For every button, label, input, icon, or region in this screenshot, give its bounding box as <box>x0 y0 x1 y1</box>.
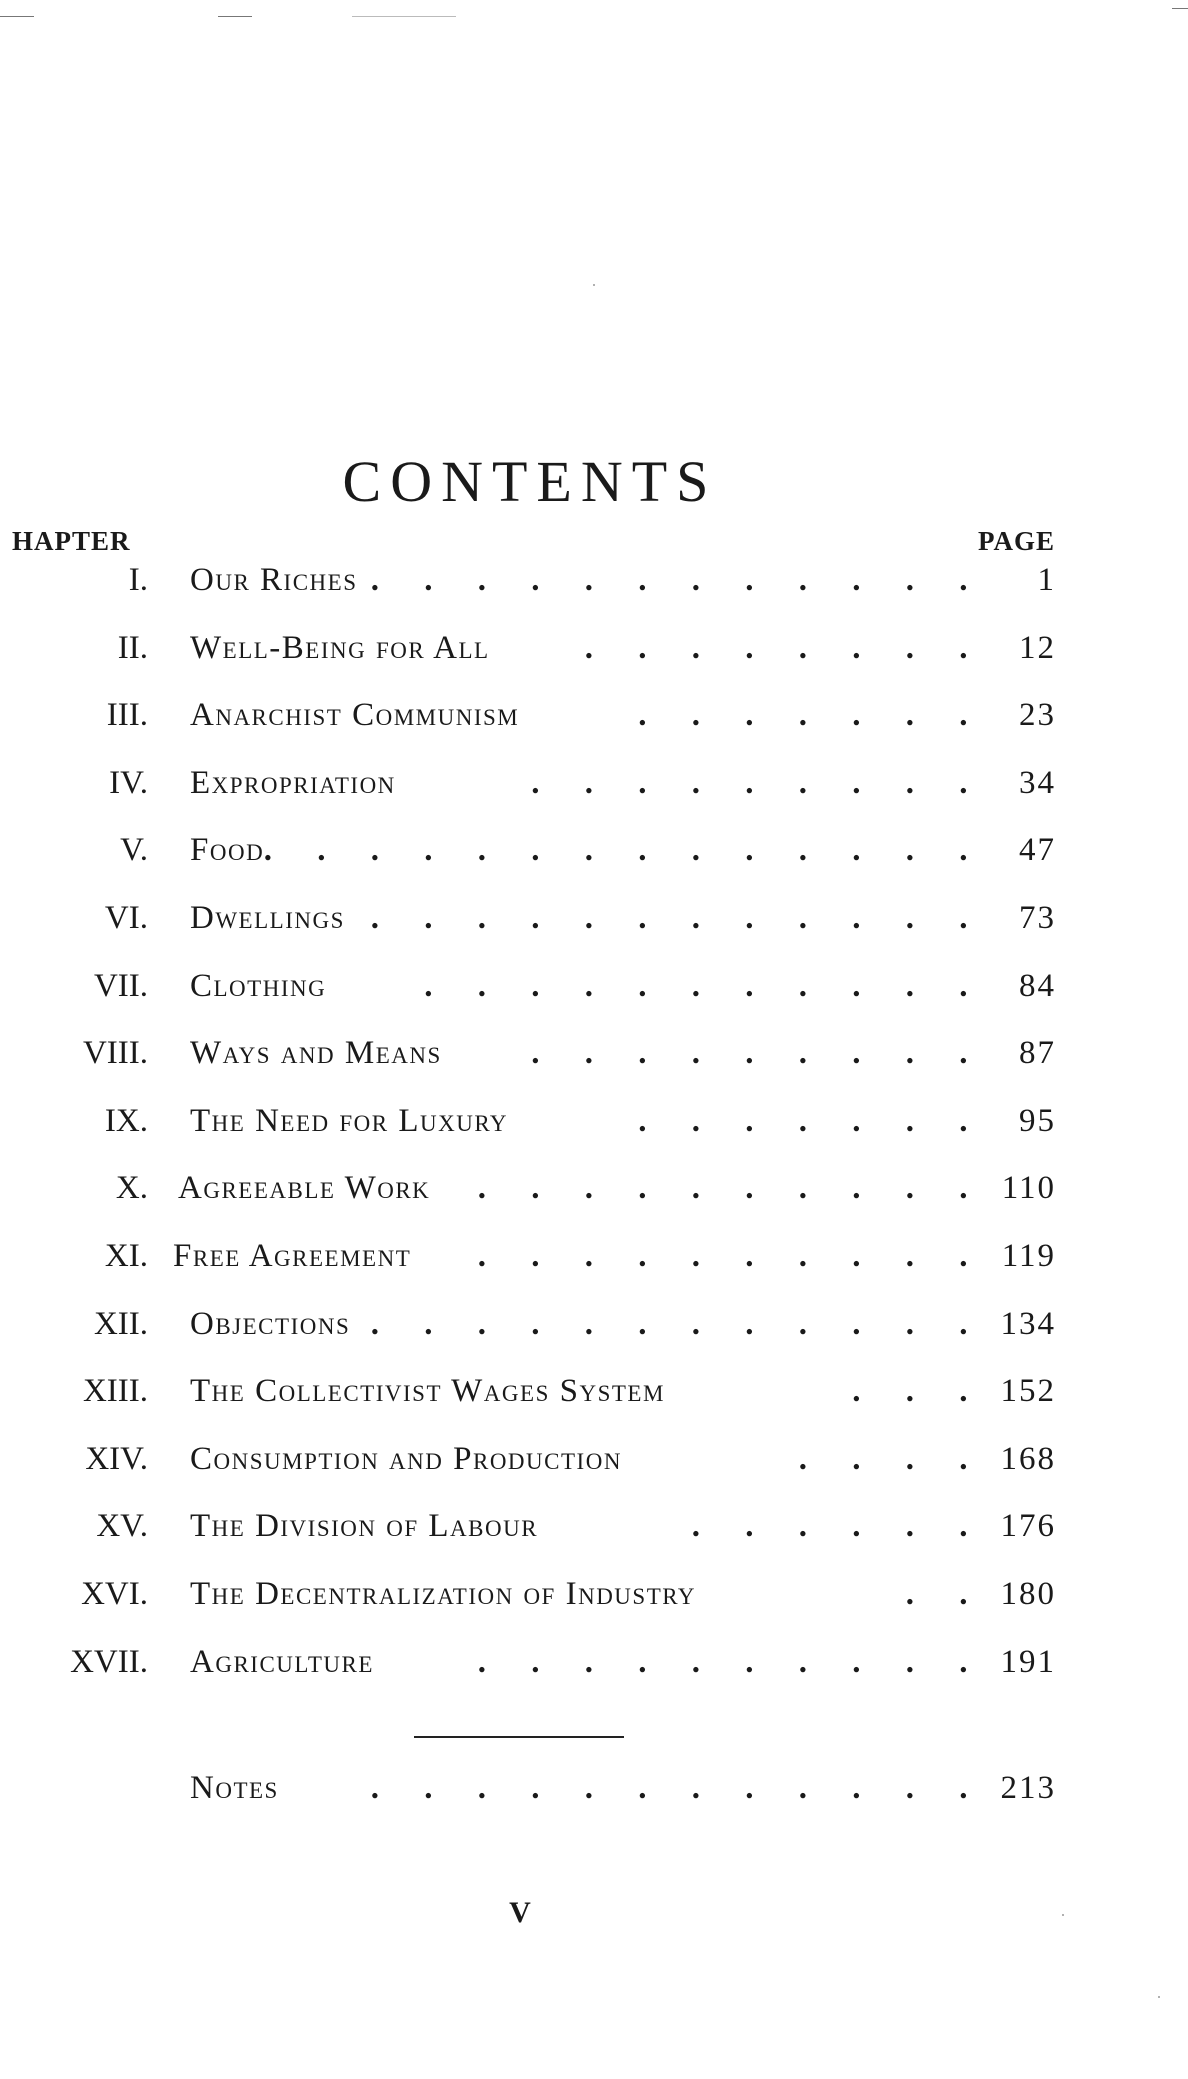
section-divider <box>414 1736 624 1738</box>
chapter-numeral: V. <box>120 832 148 869</box>
dot-leader: . . . . . . . . . . . . <box>370 1770 986 1806</box>
chapter-title: The Need for Luxury <box>190 1102 509 1139</box>
chapter-page: 95 <box>1019 1102 1056 1139</box>
chapter-title: Objections <box>190 1305 351 1342</box>
chapter-title: Agriculture <box>190 1643 374 1680</box>
toc-row <box>0 968 1188 1024</box>
chapter-title: Agreeable Work <box>178 1170 431 1207</box>
dot-leader: . . . . . . . . . . <box>477 1170 986 1207</box>
chapter-page: 47 <box>1019 832 1056 869</box>
toc-row <box>0 900 1188 956</box>
chapter-title: Consumption and Production <box>190 1440 622 1477</box>
chapter-title: Expropriation <box>190 764 396 801</box>
toc-notes-row <box>0 1770 1188 1826</box>
toc-row <box>0 1441 1188 1497</box>
chapter-page: 134 <box>1000 1305 1056 1342</box>
notes-title: Notes <box>190 1770 279 1806</box>
chapter-page: 152 <box>1000 1373 1056 1410</box>
chapter-page: 87 <box>1019 1035 1056 1072</box>
chapter-title: The Division of Labour <box>190 1508 539 1545</box>
chapter-numeral: XVI. <box>81 1576 148 1612</box>
chapter-title: Our Riches <box>190 562 358 598</box>
dot-leader: . . . . . . . <box>638 1102 986 1139</box>
dot-leader: . . . . . . . <box>638 697 986 734</box>
dot-leader: . . . . . . . . . . . . <box>370 562 986 598</box>
toc-row <box>0 1238 1188 1294</box>
chapter-numeral: XII. <box>93 1305 148 1342</box>
dot-leader: . . . . . . <box>691 1508 986 1545</box>
chapter-title: The Decentralization of Industry <box>190 1576 696 1612</box>
chapter-page: 1 <box>1037 562 1056 598</box>
page-folio: V <box>509 1896 531 1929</box>
chapter-numeral: XVII. <box>70 1643 148 1680</box>
dot-leader: . . . . . . . . . . . . <box>370 900 986 936</box>
chapter-numeral: I. <box>128 562 148 598</box>
chapter-numeral: VII. <box>93 967 148 1004</box>
toc-row <box>0 1170 1188 1226</box>
dot-leader: . . . . . . . . <box>584 629 986 666</box>
scan-speck <box>593 284 595 286</box>
chapter-title: Free Agreement <box>173 1238 412 1274</box>
chapter-page: 176 <box>1000 1508 1056 1545</box>
chapter-numeral: XV. <box>96 1508 148 1545</box>
chapter-title: Clothing <box>190 967 327 1004</box>
chapter-title: Dwellings <box>190 900 345 936</box>
dot-leader: . . . <box>852 1373 986 1410</box>
chapter-page: 73 <box>1019 900 1056 936</box>
dot-leader: . . . . . . . . . <box>531 1035 986 1072</box>
dot-leader: . . . . . . . . . <box>531 764 986 801</box>
scan-mark <box>218 16 252 17</box>
chapter-numeral: IX. <box>104 1102 148 1139</box>
toc-row <box>0 630 1188 686</box>
chapter-page: 110 <box>1001 1170 1056 1207</box>
dot-leader: . . . . . . . . . . . . . . <box>263 832 986 869</box>
toc-row <box>0 1035 1188 1091</box>
chapter-numeral: IV. <box>109 764 148 801</box>
dot-leader: . . . . . . . . . . . <box>424 967 986 1004</box>
chapter-numeral: VI. <box>104 900 148 936</box>
dot-leader: . . . . . . . . . . <box>477 1238 986 1274</box>
chapter-numeral: XIV. <box>85 1440 148 1477</box>
page-column-label: PAGE <box>978 526 1055 556</box>
chapter-title: Ways and Means <box>190 1035 442 1072</box>
chapter-page: 84 <box>1019 967 1056 1004</box>
dot-leader: . . . . <box>798 1440 986 1477</box>
chapter-title: Anarchist Communism <box>190 697 520 734</box>
scan-mark <box>1172 8 1188 9</box>
chapter-numeral: X. <box>115 1170 148 1207</box>
scan-speck <box>1062 1914 1064 1916</box>
chapter-title: Well-Being for All <box>190 629 490 666</box>
notes-page: 213 <box>1000 1770 1056 1806</box>
chapter-title: Food <box>190 832 265 869</box>
chapter-numeral: XI. <box>104 1238 148 1274</box>
chapter-page: 23 <box>1019 697 1056 734</box>
chapter-page: 191 <box>1000 1643 1056 1680</box>
dot-leader: . . . . . . . . . . <box>477 1643 986 1680</box>
toc-row <box>0 562 1188 618</box>
toc-row <box>0 1576 1188 1632</box>
dot-leader: . . . . . . . . . . . . <box>370 1305 986 1342</box>
chapter-column-label: HAPTER <box>12 526 131 556</box>
toc-row <box>0 1103 1188 1159</box>
page-title: CONTENTS <box>342 449 718 514</box>
dot-leader: . . <box>905 1576 986 1612</box>
chapter-numeral: XIII. <box>82 1373 148 1410</box>
chapter-page: 119 <box>1001 1238 1056 1274</box>
chapter-page: 168 <box>1000 1440 1056 1477</box>
scan-mark <box>0 16 34 17</box>
toc-row <box>0 697 1188 753</box>
toc-row <box>0 1306 1188 1362</box>
chapter-title: The Collectivist Wages System <box>190 1373 665 1410</box>
toc-row <box>0 1508 1188 1564</box>
scan-speck <box>1158 1996 1160 1998</box>
toc-row <box>0 765 1188 821</box>
chapter-page: 12 <box>1019 629 1056 666</box>
scan-mark <box>352 16 456 17</box>
toc-row <box>0 1644 1188 1700</box>
chapter-numeral: VIII. <box>82 1035 148 1072</box>
chapter-page: 180 <box>1000 1576 1056 1612</box>
chapter-page: 34 <box>1019 764 1056 801</box>
toc-row <box>0 832 1188 888</box>
toc-row <box>0 1373 1188 1429</box>
chapter-numeral: II. <box>117 629 148 666</box>
chapter-numeral: III. <box>106 697 148 734</box>
